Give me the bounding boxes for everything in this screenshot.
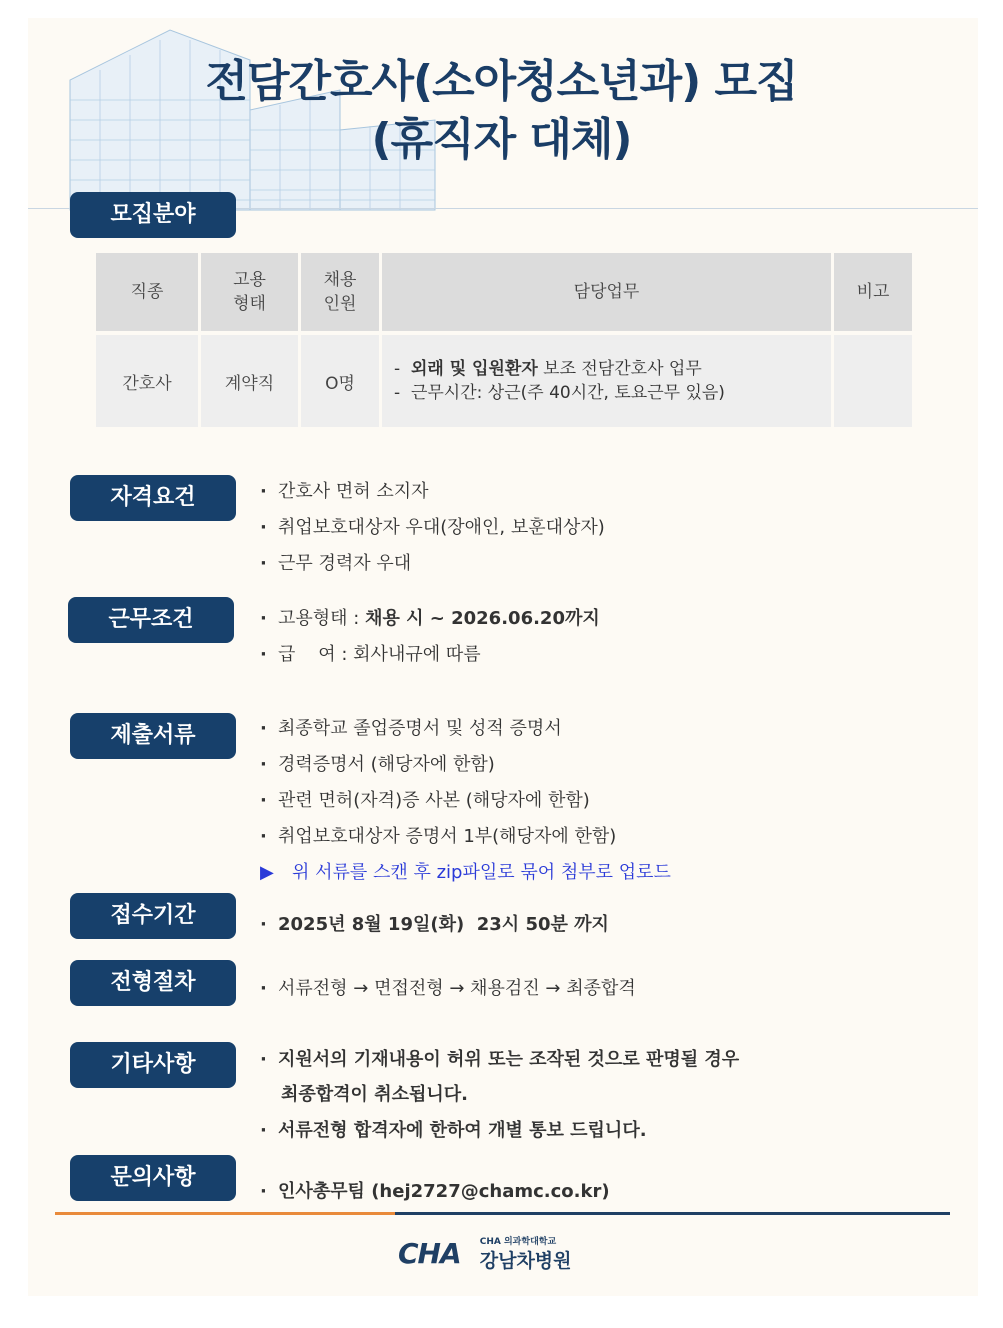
- section-label-etc: 기타사항: [70, 1042, 236, 1088]
- list-item: · 취업보호대상자 우대(장애인, 보훈대상자): [260, 517, 605, 538]
- section-label-qualification: 자격요건: [70, 475, 236, 521]
- list-item: · 관련 면허(자격)증 사본 (해당자에 한함): [260, 790, 590, 811]
- cell-job: 간호사: [96, 335, 198, 427]
- hospital-name: 강남차병원: [479, 1250, 572, 1272]
- section-label-inquiry: 문의사항: [70, 1155, 236, 1201]
- list-item: · 취업보호대상자 증명서 1부(해당자에 한함): [260, 826, 617, 847]
- list-item: · 최종학교 졸업증명서 및 성적 증명서: [260, 718, 562, 739]
- play-arrow-icon: ▶: [260, 862, 274, 883]
- table-row: [96, 335, 912, 427]
- upload-note: ▶ 위 서류를 스캔 후 zip파일로 묶어 첨부로 업로드: [260, 862, 671, 883]
- header-cell-type: 고용 형태: [201, 253, 298, 331]
- footer-divider-orange: [55, 1212, 395, 1215]
- cell-note: [834, 335, 912, 427]
- duty-line-2: - 근무시간: 상근(주 40시간, 토요근무 있음): [394, 383, 725, 403]
- section-label-conditions: 근무조건: [68, 597, 234, 643]
- list-item: · 서류전형 → 면접전형 → 채용검진 → 최종합격: [260, 978, 636, 999]
- header-cell-note: 비고: [834, 253, 912, 331]
- list-item: · 지원서의 기재내용이 허위 또는 조작된 것으로 판명될 경우: [260, 1049, 740, 1070]
- page-title-line2: (휴직자 대체): [371, 114, 632, 165]
- list-item: · 경력증명서 (해당자에 한함): [260, 754, 495, 775]
- cha-logo-mark: CHA: [398, 1237, 461, 1270]
- recruit-table: [93, 253, 915, 427]
- footer-divider-navy: [395, 1212, 950, 1215]
- list-item: · 2025년 8월 19일(화) 23시 50분 까지: [260, 914, 609, 935]
- header-cell-duty: 담당업무: [382, 253, 831, 331]
- duty-line-1: - 외래 및 입원환자 보조 전담간호사 업무: [394, 359, 702, 379]
- cell-count: O명: [301, 335, 379, 427]
- section-label-period: 접수기간: [70, 893, 236, 939]
- list-item-continuation: 최종합격이 취소됩니다.: [281, 1084, 468, 1105]
- list-item: · 서류전형 합격자에 한하여 개별 통보 드립니다.: [260, 1120, 647, 1141]
- list-item: · 간호사 면허 소지자: [260, 481, 429, 502]
- header-cell-count: 채용 인원: [301, 253, 379, 331]
- list-item: · 근무 경력자 우대: [260, 553, 412, 574]
- hospital-logo: [398, 1234, 572, 1272]
- list-item: · 고용형태 : 채용 시 ~ 2026.06.20까지: [260, 608, 600, 629]
- header-cell-job: 직종: [96, 253, 198, 331]
- page-title-line1: 전담간호사(소아청소년과) 모집: [205, 56, 798, 107]
- section-label-documents: 제출서류: [70, 713, 236, 759]
- cell-type: 계약직: [201, 335, 298, 427]
- list-item: · 급 여 : 회사내규에 따름: [260, 644, 481, 665]
- university-name: CHA 의과학대학교: [479, 1237, 557, 1247]
- table-header-row: [96, 253, 912, 331]
- cell-duty: [382, 335, 831, 427]
- list-item: · 인사총무팀 (hej2727@chamc.co.kr): [260, 1181, 610, 1202]
- section-label-process: 전형절차: [70, 960, 236, 1006]
- section-label-recruit: 모집분야: [70, 192, 236, 238]
